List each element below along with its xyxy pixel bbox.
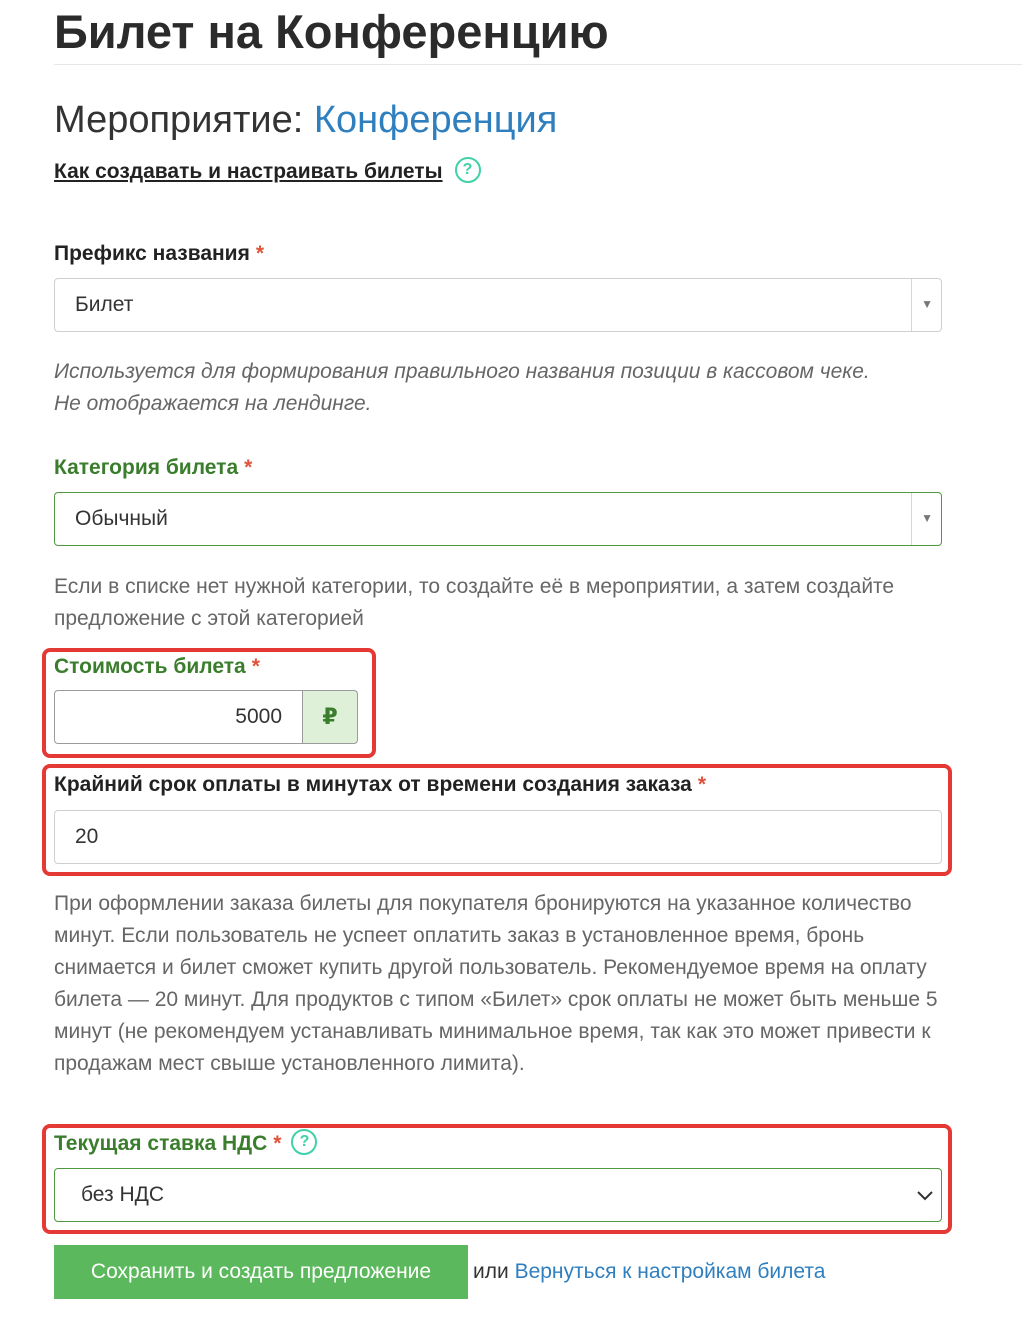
price-label: [54, 653, 260, 681]
required-asterisk: *: [251, 655, 260, 678]
prefix-hint-line1: Используется для формирования правильного названия позиции в кассовом чеке.: [54, 360, 870, 383]
required-asterisk: *: [244, 456, 253, 479]
ticket-help-link[interactable]: Как создавать и настраивать билеты: [54, 160, 443, 183]
price-input[interactable]: 5000: [54, 690, 302, 744]
prefix-label-text: Префикс названия: [54, 242, 250, 265]
prefix-select[interactable]: [54, 278, 942, 332]
price-label-text: Стоимость билета: [54, 655, 246, 678]
select-divider: [911, 493, 912, 545]
required-asterisk: *: [273, 1132, 282, 1155]
chevron-down-icon: [915, 1185, 935, 1205]
ruble-icon: ₽: [302, 690, 358, 744]
prefix-label: [54, 240, 264, 268]
category-label-text: Категория билета: [54, 456, 239, 479]
prefix-hint-line2: Не отображается на лендинге.: [54, 392, 372, 415]
prefix-hint: [54, 356, 954, 420]
question-circle-icon[interactable]: ?: [291, 1129, 317, 1155]
event-prefix: Мероприятие:: [54, 99, 314, 141]
category-select-value: Обычный: [75, 507, 168, 530]
category-label: [54, 454, 252, 482]
title-divider: [54, 64, 1022, 65]
save-and-create-offer-button[interactable]: Сохранить и создать предложение: [54, 1245, 468, 1299]
payment-deadline-input[interactable]: 20: [54, 810, 942, 864]
vat-label-text: Текущая ставка НДС: [54, 1132, 268, 1155]
event-heading: [54, 96, 557, 144]
vat-select-value: без НДС: [81, 1183, 165, 1206]
category-hint: Если в списке нет нужной категории, то создайте её в мероприятии, а затем создайте предложение с этой категорией: [54, 575, 895, 630]
deadline-label-text: Крайний срок оплаты в минутах от времени создания заказа: [54, 773, 692, 796]
help-line: [54, 158, 481, 186]
event-link[interactable]: Конференция: [313, 99, 558, 141]
back-line: [473, 1257, 825, 1287]
caret-down-icon: ▼: [921, 511, 933, 525]
vat-select[interactable]: [54, 1168, 942, 1222]
select-divider: [911, 279, 912, 331]
required-asterisk: *: [255, 242, 265, 265]
deadline-label: [54, 771, 706, 799]
back-to-ticket-settings-link[interactable]: Вернуться к настройкам билета: [514, 1260, 826, 1283]
deadline-hint: При оформлении заказа билеты для покупателя бронируются на указанное количество минут. Если пользователь не успеет оплатить заказ в установленное время, бронь снимается и билет сможет купить другой пользователь. Рекомендуемое время на оплату билета — 20 минут. Для продуктов с типом «Билет» срок оплаты не может быть меньше 5 минут (не рекомендуем устанавливать минимальное время, так как это может привести к продажам мест свыше установленного лимита).: [54, 892, 938, 1075]
or-text: или: [473, 1260, 515, 1283]
caret-down-icon: ▼: [921, 297, 933, 311]
category-select[interactable]: [54, 492, 942, 546]
page-title: Билет на Конференцию: [54, 5, 609, 58]
prefix-select-value: Билет: [75, 293, 134, 316]
vat-label: [54, 1130, 317, 1158]
required-asterisk: *: [697, 773, 707, 796]
question-circle-icon[interactable]: ?: [455, 157, 481, 183]
